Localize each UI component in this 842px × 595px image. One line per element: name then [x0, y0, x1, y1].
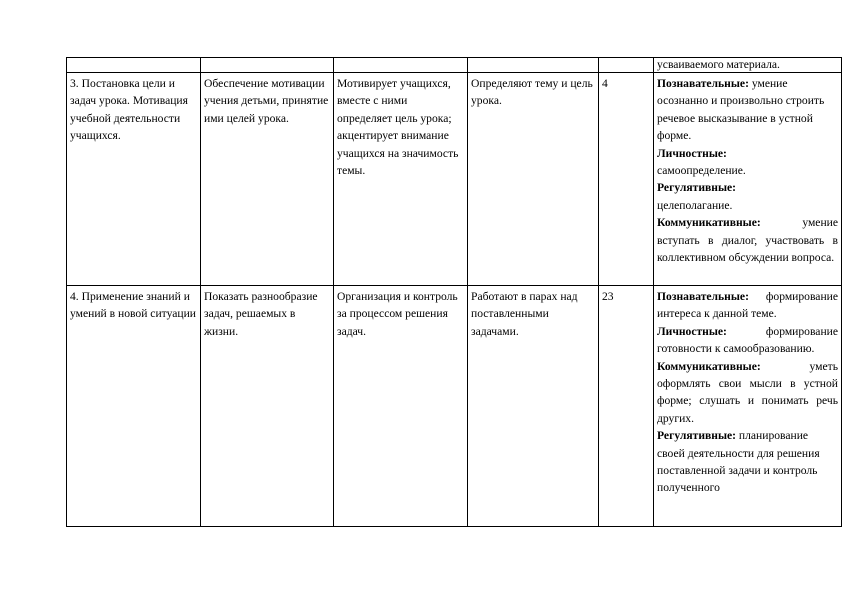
competency-label: Личностные: — [657, 324, 727, 338]
result-item — [657, 288, 838, 323]
results-cell — [654, 286, 842, 527]
result-item — [657, 427, 838, 497]
time-text: 23 — [602, 290, 614, 303]
competency-text: формирование готовности к самообразованию. — [657, 324, 838, 356]
table-row-continued — [67, 58, 842, 73]
results-tail-text: усваиваемого материала. — [657, 58, 780, 71]
goal-cell — [201, 58, 334, 73]
competency-text: формирование интереса к данной теме. — [657, 290, 838, 321]
competency-text: уметь оформлять свои мысли в устной форме; слушать и понимать речь других. — [657, 359, 838, 425]
time-text: 4 — [602, 77, 608, 90]
competency-label: Регулятивные: — [657, 181, 736, 195]
competency-label: Личностные: — [657, 146, 727, 160]
table-row — [67, 73, 842, 286]
competency-text: умение вступать в диалог, участвовать в коллективном обсуждении вопроса. — [657, 216, 838, 265]
competency-text: целеполагание. — [657, 198, 733, 212]
result-item — [657, 75, 838, 145]
stage-text: 4. Применение знаний и умений в новой ситуации — [70, 290, 196, 321]
competency-label: Познавательные: — [657, 290, 749, 303]
table-row — [67, 286, 842, 527]
students-cell — [468, 58, 599, 73]
time-cell — [599, 73, 654, 286]
teacher-cell — [334, 58, 468, 73]
time-cell — [599, 286, 654, 527]
goal-text: Показать разнообразие задач, решаемых в жизни. — [204, 290, 318, 338]
result-item — [657, 145, 838, 180]
students-text: Определяют тему и цель урока. — [471, 77, 593, 108]
stage-cell — [67, 58, 201, 73]
teacher-text: Организация и контроль за процессом решения задач. — [337, 290, 458, 338]
result-item — [657, 358, 838, 428]
result-item — [657, 323, 838, 358]
time-cell — [599, 58, 654, 73]
stage-text: 3. Постановка цели и задач урока. Мотивация учебной деятельности учащихся. — [70, 77, 188, 143]
goal-text: Обеспечение мотивации учения детьми, принятие ими целей урока. — [204, 77, 329, 125]
results-cell — [654, 73, 842, 286]
competency-text: планирование своей деятельности для решения поставленной задачи и контроль полученного — [657, 429, 820, 495]
students-cell — [468, 73, 599, 286]
competency-text: самоопределение. — [657, 164, 746, 178]
result-item — [657, 214, 838, 266]
lesson-plan-table — [66, 57, 842, 527]
competency-label: Познавательные: — [657, 77, 749, 90]
students-cell — [468, 286, 599, 527]
teacher-cell — [334, 73, 468, 286]
teacher-text: Мотивирует учащихся, вместе с ними определяет цель урока; акцентирует внимание учащихся на значимость темы. — [337, 77, 459, 178]
result-item — [657, 179, 838, 214]
students-text: Работают в парах над поставленными задачами. — [471, 290, 578, 338]
teacher-cell — [334, 286, 468, 527]
competency-label: Коммуникативные: — [657, 359, 761, 373]
goal-cell — [201, 73, 334, 286]
results-cell — [654, 58, 842, 73]
competency-label: Регулятивные: — [657, 429, 736, 443]
stage-cell — [67, 286, 201, 527]
stage-cell — [67, 73, 201, 286]
goal-cell — [201, 286, 334, 527]
competency-label: Коммуникативные: — [657, 216, 761, 230]
competency-text: умение осознанно и произвольно строить речевое высказывание в устной форме. — [657, 77, 825, 143]
